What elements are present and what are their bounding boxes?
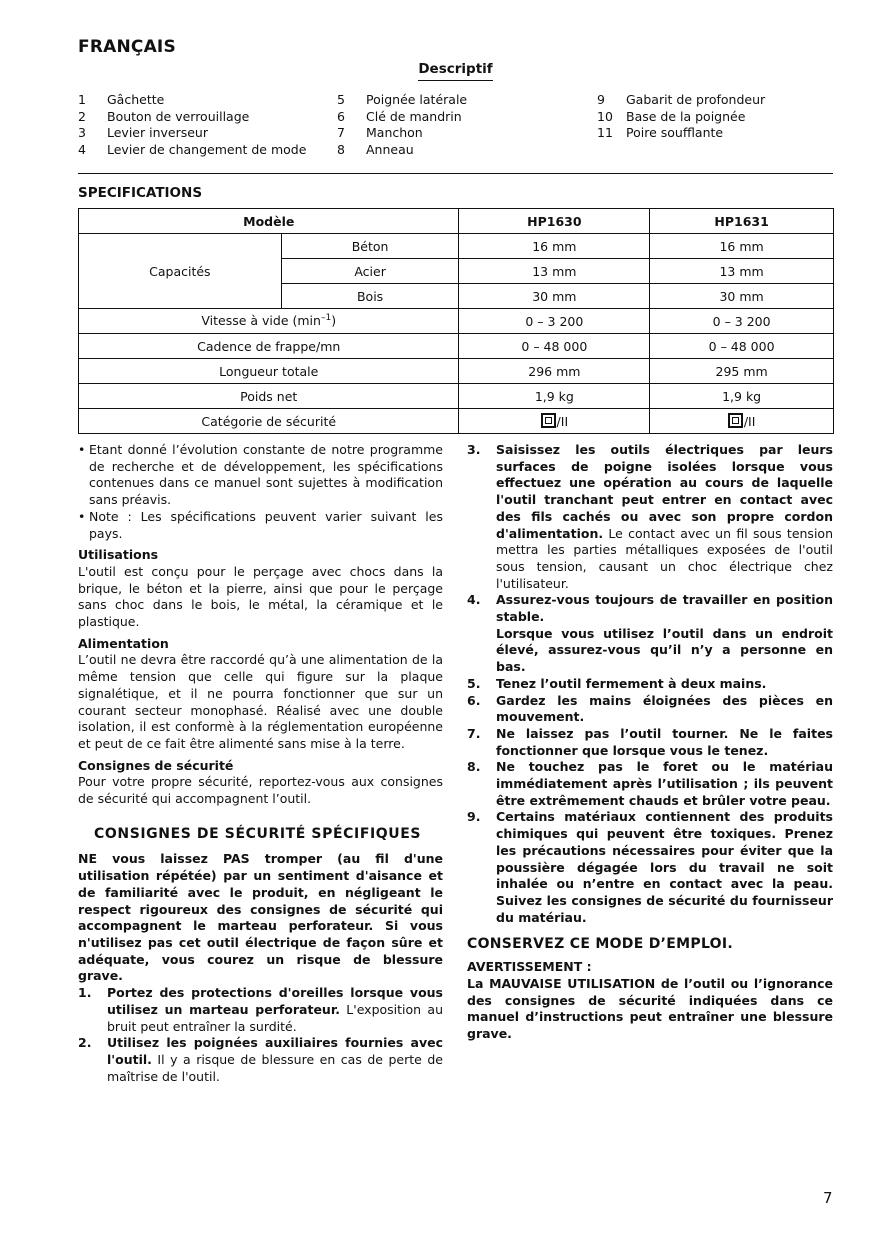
table-cell: 296 mm (459, 359, 650, 384)
safety-item: 3. Saisissez les outils électriques par leurs surfaces de poigne isolées lorsque vous effectuez une opération au cours de laquelle l'outil tranchant peut entrer en contact avec des fils cachés ou avec son propre cordon d'alimentation. Le contact avec un fil sous tension mettra les parties métalliques exposées de l'outil sous tension, causant un choc électrique chez l'utilisateur. (467, 442, 833, 591)
safety-item: 1. Portez des protections d'oreilles lorsque vous utilisez un marteau perforateur. L'exposition au bruit peut entraîner la surdité. (78, 985, 443, 1034)
warning-title: AVERTISSEMENT : (467, 959, 592, 975)
right-column (467, 442, 833, 1043)
specifications-table (78, 208, 834, 434)
table-row (79, 384, 834, 409)
specifications-title: SPECIFICATIONS (78, 185, 203, 201)
table-cell: 1,9 kg (650, 384, 834, 409)
table-cell: 0 – 48 000 (459, 334, 650, 359)
model-hp1630: HP1630 (459, 209, 650, 234)
safety-category-label: Catégorie de sécurité (79, 409, 459, 434)
part-item: 9 Gabarit de profondeur (597, 92, 766, 107)
part-item: 8 Anneau (337, 142, 414, 158)
alimentation-title: Alimentation (78, 635, 169, 651)
warning-text: La MAUVAISE UTILISATION de l’outil ou l’ignorance des consignes de sécurité indiquées dans ce manuel d’instructions peut entraîner une blessure grave. (467, 975, 833, 1041)
table-cell: 13 mm (459, 259, 650, 284)
page-number: 7 (823, 1189, 833, 1207)
capacity-label: Acier (281, 259, 459, 284)
safety-item: 2. Utilisez les poignées auxiliaires fournies avec l'outil. Il y a risque de blessure en cas de perte de maîtrise de l'outil. (78, 1035, 443, 1084)
specific-safety-intro: NE vous laissez PAS tromper (au fil d'une utilisation répétée) par un sentiment d'aisance et de familiarité avec le produit, en négligeant le respect rigoureux des consignes de sécurité qui accompagnent le marteau perforateur. Si vous n'utilisez pas cet outil électrique de façon sûre et adéquate, vous courez un risque de blessure grave. (78, 851, 443, 984)
row-label: Cadence de frappe/mn (79, 334, 459, 359)
bullet-item: • Etant donné l’évolution constante de notre programme de recherche et de développement, les spécifications contenues dans ce manuel sont sujettes à modification sans préavis. (78, 442, 443, 508)
left-column (78, 442, 443, 1085)
safety-item: 5. Tenez l’outil fermement à deux mains. (467, 675, 767, 691)
table-row (79, 359, 834, 384)
safety-item: 7. Ne laissez pas l’outil tourner. Ne le faites fonctionner que lorsque vous le tenez. (467, 725, 833, 758)
consignes-text: Pour votre propre sécurité, reportez-vous aux consignes de sécurité qui accompagnent l’outil. (78, 774, 443, 807)
speed-label: Vitesse à vide $(\min^{-1})$ (79, 309, 459, 334)
table-cell: /II (459, 409, 650, 434)
alimentation-text: L’outil ne devra être raccordé qu’à une alimentation de la même tension que celle qui figure sur la plaque signalétique, et il ne pourra fonctionner que sur un courant secteur monophasé. Réalisé avec une double isolation, il est conformè à la réglementation européenne et peut de ce fait être alimenté sans mise à la terre. (78, 652, 443, 751)
double-insulation-icon (728, 413, 743, 428)
capacities-label: Capacités (79, 234, 282, 309)
bullet-item: • Note : Les spécifications peuvent varier suivant les pays. (78, 508, 443, 541)
row-label: Poids net (79, 384, 459, 409)
table-cell: 16 mm (459, 234, 650, 259)
safety-item: 9. Certains matériaux contiennent des produits chimiques qui peuvent être toxiques. Prenez les précautions nécessaires pour éviter que la poussière dégagée lors du travail ne soit inhalée ou n’entre en contact avec la peau. Suivez les consignes de sécurité du fournisseur du matériau. (467, 809, 833, 925)
table-cell: /II (650, 409, 834, 434)
safety-item: 6. Gardez les mains éloignées des pièces en mouvement. (467, 692, 833, 725)
capacity-label: Bois (281, 284, 459, 309)
table-cell: 0 – 3 200 (459, 309, 650, 334)
table-cell: 30 mm (459, 284, 650, 309)
keep-instructions-title: CONSERVEZ CE MODE D’EMPLOI. (467, 936, 733, 953)
part-item: 1 Gâchette (78, 92, 165, 107)
capacity-label: Béton (281, 234, 459, 259)
safety-item: 8. Ne touchez pas le foret ou le matériau immédiatement après l’utilisation ; ils peuvent être extrêmement chauds et brûler votre peau. (467, 759, 833, 808)
part-item: 6 Clé de mandrin (337, 108, 462, 124)
table-cell: 16 mm (650, 234, 834, 259)
double-insulation-icon (541, 413, 556, 428)
safety-item: 4. Assurez-vous toujours de travailler en position stable. Lorsque vous utilisez l’outil dans un endroit élevé, assurez-vous qu’il n’y a personne en bas. (467, 592, 833, 675)
table-cell: 13 mm (650, 259, 834, 284)
row-label: Longueur totale (79, 359, 459, 384)
model-hp1631: HP1631 (650, 209, 834, 234)
consignes-title: Consignes de sécurité (78, 757, 234, 773)
model-header: Modèle (79, 209, 459, 234)
part-item: 4 Levier de changement de mode (78, 142, 307, 158)
table-row (79, 334, 834, 359)
part-item: 5 Poignée latérale (337, 92, 468, 107)
part-item: 7 Manchon (337, 125, 423, 141)
table-cell: 30 mm (650, 284, 834, 309)
table-cell: 1,9 kg (459, 384, 650, 409)
part-item: 3 Levier inverseur (78, 125, 208, 141)
specific-safety-title: CONSIGNES DE SÉCURITÉ SPÉCIFIQUES (94, 825, 422, 842)
utilisations-text: L'outil est conçu pour le perçage avec chocs dans la brique, le béton et la pierre, ainsi que pour le perçage sans choc dans le bois, le métal, la céramique et le plastique. (78, 563, 443, 630)
table-cell: 295 mm (650, 359, 834, 384)
table-row (79, 309, 834, 334)
descriptif-title: Descriptif (0, 61, 875, 77)
table-row (79, 234, 834, 259)
section-divider (78, 173, 833, 174)
part-item: 11 Poire soufflante (597, 125, 724, 141)
part-item: 10 Base de la poignée (597, 108, 746, 124)
table-row (79, 209, 834, 234)
table-cell: 0 – 3 200 (650, 309, 834, 334)
utilisations-title: Utilisations (78, 547, 159, 563)
table-row (79, 409, 834, 434)
table-cell: 0 – 48 000 (650, 334, 834, 359)
part-item: 2 Bouton de verrouillage (78, 108, 250, 124)
language-heading: FRANÇAIS (78, 37, 176, 57)
